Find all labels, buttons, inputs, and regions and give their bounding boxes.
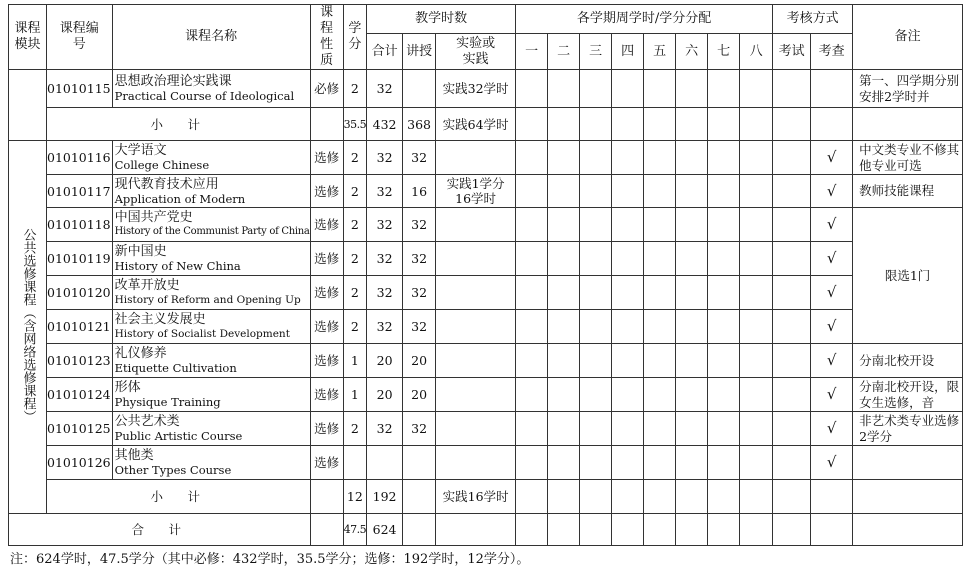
course-name-cn: 新中国史 (114, 244, 167, 259)
course-name (112, 378, 310, 412)
course-name-en: Practical Course of Ideological (114, 89, 295, 103)
subtotal-nature (310, 480, 343, 514)
course-practice (436, 446, 516, 480)
course-name-cn: 其他类 (114, 448, 154, 463)
table-row (9, 378, 963, 412)
header-remark: 备注 (853, 5, 963, 70)
course-nature: 选修 (310, 344, 343, 378)
course-total: 32 (367, 70, 403, 108)
subtotal-credit: 35.5 (343, 108, 367, 141)
course-practice (436, 378, 516, 412)
check-mark: √ (811, 175, 853, 208)
header-row-1 (9, 5, 963, 34)
module-cell-1 (9, 70, 47, 141)
course-remark: 非艺术类专业选修2学分 (853, 412, 963, 446)
course-name-cn: 中国共产党史 (114, 210, 193, 225)
table-row (9, 344, 963, 378)
course-nature: 选修 (310, 141, 343, 175)
course-name-en: Etiquette Cultivation (114, 361, 237, 375)
course-total: 20 (367, 378, 403, 412)
course-credit: 2 (343, 242, 367, 276)
course-total: 32 (367, 141, 403, 175)
table-row (9, 175, 963, 208)
course-remark: 分南北校开设 (853, 344, 963, 378)
course-code: 01010126 (47, 446, 113, 480)
table-row (9, 242, 963, 276)
header-name: 课程名称 (112, 5, 310, 70)
course-lecture: 32 (403, 412, 436, 446)
course-credit: 2 (343, 412, 367, 446)
course-credit: 1 (343, 378, 367, 412)
course-code: 01010125 (47, 412, 113, 446)
subtotal-label: 小 计 (47, 480, 311, 514)
course-total: 32 (367, 276, 403, 310)
course-credit: 2 (343, 310, 367, 344)
grand-total-row (9, 514, 963, 546)
header-hours: 教学时数 (367, 5, 516, 34)
course-code: 01010121 (47, 310, 113, 344)
header-practice: 实验或实践 (436, 34, 516, 70)
course-practice (436, 276, 516, 310)
course-name (112, 276, 310, 310)
course-total: 32 (367, 175, 403, 208)
course-credit: 2 (343, 208, 367, 242)
subtotal-row (9, 480, 963, 514)
header-check: 考查 (811, 34, 853, 70)
course-lecture: 32 (403, 242, 436, 276)
course-name-en: History of Socialist Development (114, 328, 290, 340)
check-mark: √ (811, 310, 853, 344)
course-name (112, 344, 310, 378)
course-name-cn: 改革开放史 (114, 278, 180, 293)
curriculum-table (8, 4, 963, 546)
course-remark (853, 446, 963, 480)
subtotal-practice: 实践64学时 (436, 108, 516, 141)
course-total: 20 (367, 344, 403, 378)
grand-total-nature (310, 514, 343, 546)
check-mark: √ (811, 141, 853, 175)
course-credit: 2 (343, 141, 367, 175)
header-sem-1: 一 (516, 34, 548, 70)
header-module: 课程模块 (9, 5, 47, 70)
course-name-cn: 社会主义发展史 (114, 312, 206, 327)
course-name (112, 242, 310, 276)
course-code: 01010120 (47, 276, 113, 310)
grand-total-hours: 624 (367, 514, 403, 546)
course-nature: 选修 (310, 242, 343, 276)
check-mark: √ (811, 242, 853, 276)
course-total: 32 (367, 310, 403, 344)
subtotal-row (9, 108, 963, 141)
course-practice (436, 344, 516, 378)
course-name-en: Physique Training (114, 395, 221, 409)
course-name (112, 208, 310, 242)
course-name-en: History of the Communist Party of China (114, 226, 310, 237)
course-credit (343, 446, 367, 480)
check-mark: √ (811, 446, 853, 480)
header-total: 合计 (367, 34, 403, 70)
course-lecture: 16 (403, 175, 436, 208)
course-total: 32 (367, 208, 403, 242)
course-name (112, 70, 310, 108)
course-total: 32 (367, 242, 403, 276)
course-total: 32 (367, 412, 403, 446)
course-code: 01010118 (47, 208, 113, 242)
header-assess: 考核方式 (773, 5, 853, 34)
subtotal-practice: 实践16学时 (436, 480, 516, 514)
course-credit: 2 (343, 175, 367, 208)
course-remark: 分南北校开设，限女生选修，音 (853, 378, 963, 412)
course-name-cn: 礼仪修养 (114, 346, 167, 361)
subtotal-total: 432 (367, 108, 403, 141)
course-practice: 实践1学分16学时 (436, 175, 516, 208)
header-lecture: 讲授 (403, 34, 436, 70)
course-name (112, 175, 310, 208)
course-name-cn: 思想政治理论实践课 (114, 74, 232, 89)
course-remark: 中文类专业不修其他专业可选 (853, 141, 963, 175)
header-sem-8: 八 (740, 34, 773, 70)
course-credit: 1 (343, 344, 367, 378)
course-nature: 选修 (310, 310, 343, 344)
check-mark: √ (811, 412, 853, 446)
course-name-cn: 形体 (114, 380, 141, 395)
header-sem-3: 三 (580, 34, 612, 70)
course-credit: 2 (343, 70, 367, 108)
course-name-en: Application of Modern (114, 191, 246, 206)
course-lecture: 32 (403, 141, 436, 175)
check-mark: √ (811, 208, 853, 242)
course-lecture (403, 446, 436, 480)
course-nature: 选修 (310, 276, 343, 310)
header-sem-2: 二 (548, 34, 580, 70)
course-code: 01010124 (47, 378, 113, 412)
subtotal-lecture (403, 480, 436, 514)
footnote: 注：624学时，47.5学分（其中必修：432学时，35.5学分；选修：192学时，12学分）。 (10, 552, 530, 567)
header-sem-4: 四 (612, 34, 644, 70)
course-name-cn: 大学语文 (114, 143, 167, 158)
course-name (112, 141, 310, 175)
table-row (9, 276, 963, 310)
course-lecture: 20 (403, 378, 436, 412)
course-code: 01010117 (47, 175, 113, 208)
course-code: 01010116 (47, 141, 113, 175)
course-remark: 教师技能课程 (853, 175, 963, 208)
course-name-en: History of New China (114, 259, 241, 273)
header-sem-6: 六 (676, 34, 708, 70)
module-public-elective (9, 141, 47, 514)
course-lecture: 32 (403, 276, 436, 310)
subtotal-label: 小 计 (47, 108, 311, 141)
module-label: 公共选修课程（含网络选修课程） (20, 227, 36, 423)
table-row (9, 141, 963, 175)
course-total (367, 446, 403, 480)
course-name-en: College Chinese (114, 158, 210, 172)
merged-remark: 限选1门 (853, 208, 963, 344)
subtotal-total: 192 (367, 480, 403, 514)
course-name (112, 446, 310, 480)
course-name-en: Public Artistic Course (114, 429, 243, 443)
table-row (9, 310, 963, 344)
check-mark: √ (811, 378, 853, 412)
course-practice (436, 310, 516, 344)
course-code: 01010123 (47, 344, 113, 378)
course-nature: 必修 (310, 70, 343, 108)
subtotal-lecture: 368 (403, 108, 436, 141)
course-name (112, 310, 310, 344)
course-lecture: 32 (403, 310, 436, 344)
subtotal-credit: 12 (343, 480, 367, 514)
course-name-en: History of Reform and Opening Up (114, 294, 301, 306)
course-name-en: Other Types Course (114, 463, 232, 477)
course-name-cn: 公共艺术类 (114, 414, 180, 429)
table-row (9, 208, 963, 242)
header-exam: 考试 (773, 34, 811, 70)
course-practice (436, 141, 516, 175)
course-practice (436, 412, 516, 446)
header-semester-dist: 各学期周学时/学分分配 (516, 5, 773, 34)
table-row (9, 412, 963, 446)
course-nature: 选修 (310, 412, 343, 446)
course-name (112, 412, 310, 446)
course-nature: 选修 (310, 175, 343, 208)
subtotal-nature (310, 108, 343, 141)
course-credit: 2 (343, 276, 367, 310)
course-practice (436, 208, 516, 242)
course-code: 01010115 (47, 70, 113, 108)
course-name-cn: 现代教育技术应用 (114, 176, 219, 192)
check-mark: √ (811, 276, 853, 310)
course-lecture (403, 70, 436, 108)
course-code: 01010119 (47, 242, 113, 276)
course-practice: 实践32学时 (436, 70, 516, 108)
course-nature: 选修 (310, 378, 343, 412)
header-credit: 学分 (343, 5, 367, 70)
grand-total-label: 合 计 (9, 514, 311, 546)
table-row (9, 446, 963, 480)
header-code: 课程编号 (47, 5, 113, 70)
course-lecture: 32 (403, 208, 436, 242)
table-row (9, 70, 963, 108)
course-remark: 第一、四学期分别安排2学时并 (853, 70, 963, 108)
header-sem-7: 七 (708, 34, 740, 70)
course-nature: 选修 (310, 208, 343, 242)
header-nature: 课程性质 (310, 5, 343, 70)
course-practice (436, 242, 516, 276)
course-lecture: 20 (403, 344, 436, 378)
grand-total-credit: 47.5 (343, 514, 367, 546)
course-nature: 选修 (310, 446, 343, 480)
header-sem-5: 五 (644, 34, 676, 70)
check-mark: √ (811, 344, 853, 378)
